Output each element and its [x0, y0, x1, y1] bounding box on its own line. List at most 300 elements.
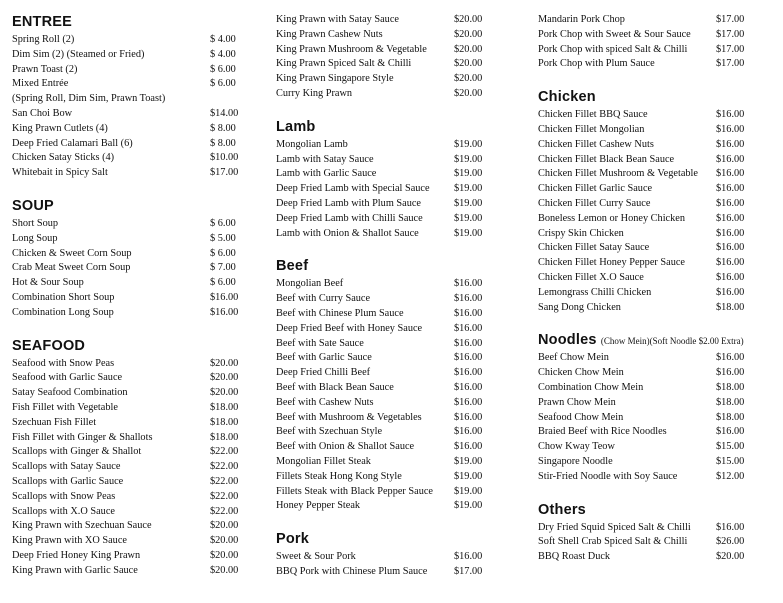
item-price: $17.00: [716, 14, 745, 25]
section-note: (Chow Mein)(Soft Noodle $2.00 Extra): [600, 336, 744, 347]
item-price: $16.00: [454, 411, 483, 423]
item-name: Pork Chop with Plum Sauce: [538, 58, 655, 70]
item-name: Chicken Fillet Garlic Sauce: [538, 183, 653, 195]
menu-item: [12, 431, 244, 446]
item-name: Stir-Fried Noodle with Soy Sauce: [538, 470, 678, 482]
item-price: $17.00: [716, 43, 745, 55]
item-price: $22.00: [210, 461, 239, 473]
item-price: $19.00: [454, 138, 483, 150]
item-price: $16.00: [716, 242, 745, 254]
section-title: ENTREE: [12, 14, 73, 30]
menu-section: [276, 118, 488, 242]
item-name: BBQ Pork with Chinese Plum Sauce: [276, 565, 428, 577]
menu-item: [276, 440, 488, 455]
menu-item: [276, 28, 488, 43]
section-title: Pork: [276, 531, 310, 548]
menu-item: [276, 292, 488, 307]
menu-section: [538, 331, 750, 484]
item-name: Prawn Chow Mein: [538, 396, 616, 408]
menu-item: [276, 366, 488, 381]
item-name: Beef with Cashew Nuts: [276, 396, 374, 408]
menu-section: [538, 501, 750, 565]
item-price: $ 8.00: [210, 122, 236, 134]
item-name: Chicken Fillet BBQ Sauce: [538, 109, 648, 121]
item-name: Crab Meat Sweet Corn Soup: [12, 262, 131, 274]
item-name: Deep Fried Lamb with Chilli Sauce: [276, 212, 423, 224]
menu-item: [538, 138, 750, 153]
item-price: $20.00: [454, 87, 483, 99]
section-title: Lamb: [276, 118, 316, 135]
item-name: Whitebait in Spicy Salt: [12, 167, 108, 179]
item-name: Mongolian Beef: [276, 278, 344, 290]
item-price: [210, 92, 244, 107]
item-price: $ 5.00: [210, 232, 236, 244]
item-price: $ 6.00: [210, 63, 236, 75]
item-name: Seafood with Garlic Sauce: [12, 372, 123, 384]
menu-item: [12, 261, 244, 276]
menu-column-3: [538, 13, 750, 565]
menu-item: [538, 381, 750, 396]
menu-item: [12, 122, 244, 137]
item-name: BBQ Roast Duck: [538, 551, 611, 563]
item-price: $18.00: [716, 396, 745, 408]
item-price: $16.00: [716, 153, 745, 165]
menu-item: [276, 212, 488, 227]
item-name: Prawn Toast (2): [12, 63, 78, 75]
item-price: $16.00: [716, 123, 745, 135]
item-name: Soft Shell Crab Spiced Salt & Chilli: [538, 536, 688, 548]
item-price: $20.00: [210, 520, 239, 532]
item-name: Combination Long Soup: [12, 306, 114, 318]
item-price: $19.00: [454, 212, 483, 224]
menu-item: [12, 386, 244, 401]
item-name: Singapore Noodle: [538, 455, 613, 467]
item-name: Fillets Steak Hong Kong Style: [276, 470, 402, 482]
item-price: $17.00: [716, 28, 745, 40]
menu-item: [538, 256, 750, 271]
item-name: Fish Fillet with Ginger & Shallots: [12, 431, 153, 443]
menu-item: [538, 550, 750, 565]
item-name: Scallops with Satay Sauce: [12, 461, 121, 473]
item-name: Combination Chow Mein: [538, 381, 644, 393]
item-name: Braied Beef with Rice Noodles: [538, 426, 667, 438]
item-name: Lemongrass Chilli Chicken: [538, 286, 652, 298]
item-name: King Prawn with Szechuan Sauce: [12, 520, 152, 532]
item-price: $20.00: [454, 73, 483, 85]
menu-item: [538, 28, 750, 43]
menu-item: [12, 151, 244, 166]
item-price: $20.00: [210, 549, 239, 561]
item-price: $ 7.00: [210, 262, 236, 274]
item-price: $19.00: [454, 500, 483, 512]
item-price: $16.00: [716, 286, 745, 298]
item-price: $18.00: [210, 416, 239, 428]
item-price: $19.00: [454, 485, 483, 497]
item-price: $19.00: [454, 168, 483, 180]
menu-item: [12, 77, 244, 92]
item-name: King Prawn with XO Sauce: [12, 535, 127, 547]
menu-item: [276, 153, 488, 168]
menu-item: [538, 470, 750, 485]
item-name: Deep Fried Calamari Ball (6): [12, 137, 133, 149]
item-name: Beef with Onion & Shallot Sauce: [276, 441, 415, 453]
item-price: $20.00: [210, 357, 239, 369]
item-price: $16.00: [716, 271, 745, 283]
menu-item: [276, 322, 488, 337]
menu-item: [276, 13, 488, 28]
menu-item: [12, 505, 244, 520]
item-price: $16.00: [454, 307, 483, 319]
menu-item: [276, 138, 488, 153]
item-price: $18.00: [210, 431, 239, 443]
item-price: $16.00: [716, 367, 745, 379]
item-name: Beef with Sate Sauce: [276, 337, 364, 349]
section-spacer: [276, 241, 488, 257]
menu-item: [276, 411, 488, 426]
menu-item: [538, 366, 750, 381]
item-name: Chicken Fillet Curry Sauce: [538, 197, 651, 209]
menu-column-1: [12, 13, 244, 579]
section-title: Beef: [276, 258, 309, 275]
item-price: $20.00: [210, 535, 239, 547]
menu-section: [12, 337, 244, 579]
item-name: Mandarin Pork Chop: [538, 14, 625, 25]
menu-section: [276, 530, 488, 580]
item-name: Honey Pepper Steak: [276, 500, 361, 512]
menu-item: [276, 470, 488, 485]
item-price: $22.00: [210, 475, 239, 487]
item-price: $17.00: [454, 565, 483, 577]
section-heading: [12, 13, 244, 32]
item-price: $ 6.00: [210, 277, 236, 289]
item-name: Chicken Chow Mein: [538, 367, 624, 379]
section-spacer: [12, 181, 244, 197]
item-name: Pork Chop with spiced Salt & Chilli: [538, 43, 688, 55]
item-price: $ 6.00: [210, 247, 236, 259]
item-name: Chicken Satay Sticks (4): [12, 152, 115, 164]
menu-item: [276, 455, 488, 470]
item-price: $16.00: [454, 278, 483, 290]
section-spacer: [276, 102, 488, 118]
section-title: Chicken: [538, 89, 596, 106]
menu-item: [276, 197, 488, 212]
menu-section: [538, 88, 750, 315]
menu-item: [276, 57, 488, 72]
item-price: $16.00: [454, 396, 483, 408]
item-price: $17.00: [716, 58, 745, 70]
menu-item: [538, 301, 750, 316]
section-heading: [538, 501, 750, 520]
item-name: Beef with Szechuan Style: [276, 426, 383, 438]
menu-item: [12, 33, 244, 48]
item-name: Sweet & Sour Pork: [276, 551, 356, 563]
item-name: Deep Fried Beef with Honey Sauce: [276, 322, 423, 334]
menu-item: [276, 499, 488, 514]
item-name: Scallops with Garlic Sauce: [12, 475, 124, 487]
menu-item: [538, 197, 750, 212]
item-name: King Prawn Cashew Nuts: [276, 28, 383, 40]
item-name: Satay Seafood Combination: [12, 387, 128, 399]
item-name: King Prawn Cutlets (4): [12, 122, 108, 134]
menu-item: [276, 337, 488, 352]
item-price: $16.00: [454, 441, 483, 453]
menu-item: [12, 166, 244, 181]
section-title: SOUP: [12, 197, 54, 214]
menu-item: [538, 440, 750, 455]
section-title: SEAFOOD: [12, 337, 86, 354]
item-name: Beef Chow Mein: [538, 352, 609, 364]
menu-item: [538, 411, 750, 426]
menu-item: [12, 247, 244, 262]
item-price: $16.00: [454, 337, 483, 349]
section-spacer: [12, 321, 244, 337]
item-name: Deep Fried Chilli Beef: [276, 367, 371, 379]
menu-item: [538, 241, 750, 256]
item-price: $20.00: [454, 14, 483, 25]
menu-item: [12, 291, 244, 306]
menu-item: [538, 227, 750, 242]
item-price: $14.00: [210, 107, 239, 119]
menu-item: [12, 92, 244, 107]
item-price: $ 4.00: [210, 34, 236, 45]
item-name: Beef with Black Bean Sauce: [276, 381, 394, 393]
item-name: Scallops with X.O Sauce: [12, 505, 115, 517]
menu-item: [12, 48, 244, 63]
item-name: Boneless Lemon or Honey Chicken: [538, 212, 685, 224]
menu-item: [276, 565, 488, 580]
item-name: Seafood with Snow Peas: [12, 357, 115, 369]
menu-item: [276, 485, 488, 500]
item-name: Hot & Sour Soup: [12, 277, 84, 289]
menu-item: [538, 286, 750, 301]
item-price: $16.00: [716, 168, 745, 180]
item-price: $17.00: [210, 167, 239, 179]
menu-item: [12, 490, 244, 505]
menu-item: [276, 425, 488, 440]
item-price: $16.00: [716, 212, 745, 224]
item-name: Mongolian Fillet Steak: [276, 455, 371, 467]
menu-item: [276, 277, 488, 292]
item-name: Mixed Entrée: [12, 78, 69, 90]
item-price: $19.00: [454, 227, 483, 239]
menu-item: [276, 396, 488, 411]
menu-item: [538, 57, 750, 72]
item-price: $ 8.00: [210, 137, 236, 149]
item-name: Fish Fillet with Vegetable: [12, 401, 118, 413]
menu-item: [12, 107, 244, 122]
menu-item: [538, 455, 750, 470]
item-name: King Prawn Spiced Salt & Chilli: [276, 58, 412, 70]
item-name: King Prawn Singapore Style: [276, 73, 394, 85]
section-heading: [538, 331, 750, 350]
section-heading: [12, 337, 244, 356]
item-price: $20.00: [454, 43, 483, 55]
item-price: $16.00: [716, 426, 745, 438]
menu-item: [538, 212, 750, 227]
section-heading: [276, 257, 488, 276]
item-price: $22.00: [210, 490, 239, 502]
item-name: Chicken Fillet Black Bean Sauce: [538, 153, 675, 165]
item-name: Beef with Mushroom & Vegetables: [276, 411, 422, 423]
item-price: $16.00: [454, 322, 483, 334]
menu-section: [12, 13, 244, 181]
menu-section: [276, 13, 488, 102]
menu-item: [276, 227, 488, 242]
menu-item: [12, 371, 244, 386]
item-name: Dry Fried Squid Spiced Salt & Chilli: [538, 521, 691, 533]
item-price: $19.00: [454, 455, 483, 467]
section-spacer: [538, 315, 750, 331]
section-heading: [12, 197, 244, 216]
menu-section: [538, 13, 750, 72]
item-price: $18.00: [716, 411, 745, 423]
item-price: $16.00: [210, 306, 239, 318]
menu-item: [12, 137, 244, 152]
item-price: $16.00: [454, 381, 483, 393]
item-name: Lamb with Onion & Shallot Sauce: [276, 227, 419, 239]
menu-item: [276, 87, 488, 102]
menu-item: [12, 475, 244, 490]
item-price: $16.00: [210, 291, 239, 303]
item-price: $15.00: [716, 455, 745, 467]
item-price: $12.00: [716, 470, 745, 482]
item-price: $ 6.00: [210, 78, 236, 90]
item-price: $15.00: [716, 441, 745, 453]
item-name: Spring Roll (2): [12, 34, 75, 45]
menu-item: [538, 351, 750, 366]
menu-item: [276, 351, 488, 366]
item-price: $18.00: [716, 381, 745, 393]
item-price: $ 4.00: [210, 48, 236, 60]
item-price: $16.00: [716, 109, 745, 121]
item-name: Chicken Fillet Satay Sauce: [538, 242, 650, 254]
item-name: Mongolian Lamb: [276, 138, 348, 150]
item-price: $16.00: [454, 426, 483, 438]
item-price: $16.00: [454, 551, 483, 563]
menu-item: [538, 396, 750, 411]
item-name: Chicken Fillet X.O Sauce: [538, 271, 644, 283]
item-price: $ 6.00: [210, 217, 236, 229]
item-name: Pork Chop with Sweet & Sour Sauce: [538, 28, 691, 40]
section-spacer: [538, 72, 750, 88]
item-name: Deep Fried Lamb with Special Sauce: [276, 183, 430, 195]
item-price: $22.00: [210, 446, 239, 458]
menu-item: [12, 276, 244, 291]
item-price: $16.00: [716, 352, 745, 364]
item-price: $16.00: [716, 227, 745, 239]
item-name: Deep Fried Honey King Prawn: [12, 549, 141, 561]
item-name: Lamb with Garlic Sauce: [276, 168, 377, 180]
item-name: Chicken Fillet Mushroom & Vegetable: [538, 168, 698, 180]
item-price: $16.00: [454, 293, 483, 305]
section-spacer: [538, 485, 750, 501]
menu-item: [276, 550, 488, 565]
item-name: King Prawn with Satay Sauce: [276, 14, 399, 25]
item-price: $18.00: [210, 401, 239, 413]
item-name: Chow Kway Teow: [538, 441, 615, 453]
section-title: Others: [538, 501, 586, 518]
item-price: $20.00: [716, 551, 745, 563]
item-name: Sang Dong Chicken: [538, 301, 621, 313]
item-name: Lamb with Satay Sauce: [276, 153, 374, 165]
item-name: Chicken Fillet Mongolian: [538, 123, 645, 135]
menu-item: [276, 381, 488, 396]
item-price: $19.00: [454, 183, 483, 195]
menu-item: [12, 306, 244, 321]
menu-item: [538, 108, 750, 123]
item-price: $16.00: [716, 138, 745, 150]
item-price: $22.00: [210, 505, 239, 517]
item-name: Seafood Chow Mein: [538, 411, 624, 423]
menu-item: [12, 519, 244, 534]
item-name: King Prawn with Garlic Sauce: [12, 564, 138, 576]
item-price: $18.00: [716, 301, 745, 313]
item-name: Combination Short Soup: [12, 291, 115, 303]
item-price: $16.00: [716, 257, 745, 269]
menu-item: [538, 123, 750, 138]
item-name: Crispy Skin Chicken: [538, 227, 624, 239]
item-name: Chicken & Sweet Corn Soup: [12, 247, 132, 259]
item-price: $16.00: [454, 367, 483, 379]
menu-item: [276, 167, 488, 182]
item-name: Scallops with Ginger & Shallot: [12, 446, 142, 458]
item-price: $20.00: [454, 28, 483, 40]
section-title: Noodles: [538, 332, 597, 349]
menu-item: [538, 535, 750, 550]
menu-item: [538, 521, 750, 536]
section-spacer: [276, 514, 488, 530]
item-name: Fillets Steak with Black Pepper Sauce: [276, 485, 433, 497]
menu-item: [276, 307, 488, 322]
section-heading: [276, 118, 488, 137]
menu-item: [12, 63, 244, 78]
menu-item: [12, 534, 244, 549]
item-price: $16.00: [716, 183, 745, 195]
item-price: $16.00: [716, 197, 745, 209]
item-price: $20.00: [454, 58, 483, 70]
menu-item: [12, 232, 244, 247]
menu-item: [12, 564, 244, 579]
item-name: Deep Fried Lamb with Plum Sauce: [276, 197, 421, 209]
menu-item: [12, 549, 244, 564]
item-name: Dim Sim (2) (Steamed or Fried): [12, 48, 145, 60]
item-price: $16.00: [454, 352, 483, 364]
item-name: (Spring Roll, Dim Sim, Prawn Toast): [12, 93, 166, 105]
item-price: $20.00: [210, 564, 239, 576]
item-name: Beef with Curry Sauce: [276, 293, 371, 305]
menu-item: [538, 13, 750, 28]
item-name: Beef with Chinese Plum Sauce: [276, 307, 404, 319]
menu-item: [276, 72, 488, 87]
section-heading: [538, 88, 750, 107]
item-price: $26.00: [716, 536, 745, 548]
item-name: Chicken Fillet Honey Pepper Sauce: [538, 257, 685, 269]
menu-item: [12, 445, 244, 460]
menu-item: [538, 167, 750, 182]
menu-item: [276, 182, 488, 197]
item-name: Curry King Prawn: [276, 87, 353, 99]
menu-item: [538, 43, 750, 58]
item-price: $19.00: [454, 197, 483, 209]
item-name: Short Soup: [12, 217, 59, 229]
menu-item: [12, 416, 244, 431]
menu-section: [276, 257, 488, 514]
item-price: $20.00: [210, 372, 239, 384]
section-heading: [276, 530, 488, 549]
item-name: San Choi Bow: [12, 107, 73, 119]
item-name: Chicken Fillet Cashew Nuts: [538, 138, 654, 150]
item-price: $19.00: [454, 470, 483, 482]
